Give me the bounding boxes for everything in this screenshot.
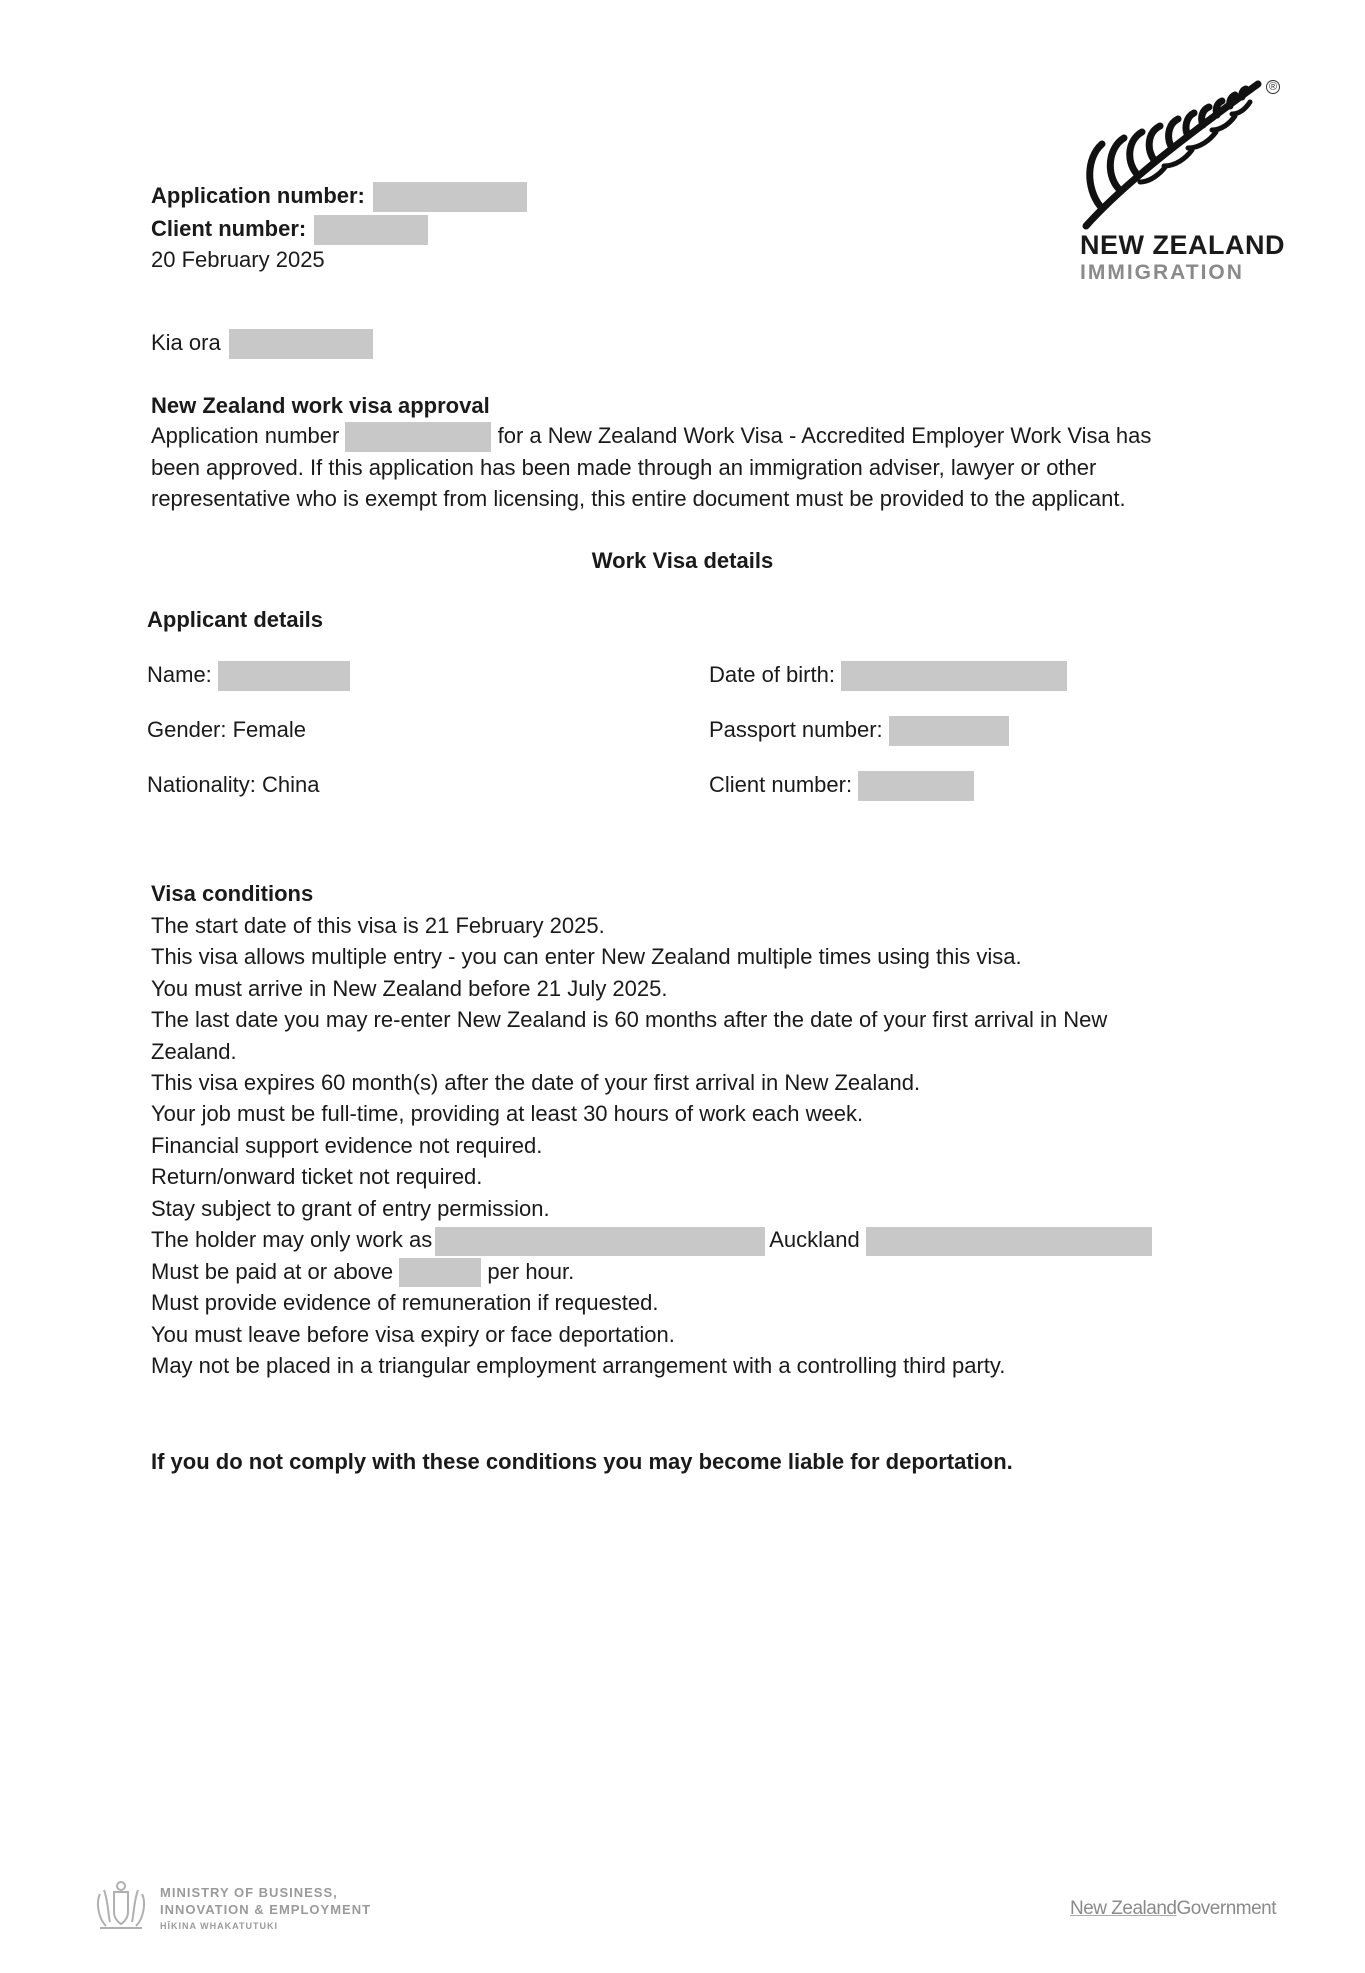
condition-line: Stay subject to grant of entry permission. (151, 1195, 550, 1221)
greeting-text: Kia ora (151, 330, 221, 355)
redacted-passport (889, 716, 1009, 746)
approval-line-3: representative who is exempt from licensing, this entire document must be provided to the applicant. (151, 486, 1126, 512)
condition-line: May not be placed in a triangular employment arrangement with a controlling third party. (151, 1353, 1006, 1379)
dob-label: Date of birth: (709, 662, 835, 687)
condition-line: The last date you may re-enter New Zealand is 60 months after the date of your first arrival in New (151, 1007, 1108, 1033)
condition-line: You must arrive in New Zealand before 21 July 2025. (151, 975, 668, 1001)
nz-immigration-logo (1080, 78, 1300, 288)
nationality-row: Nationality: China (147, 772, 320, 797)
redacted-client (858, 771, 974, 801)
application-number-label: Application number: (151, 183, 365, 208)
passport-label: Passport number: (709, 717, 883, 742)
gov-part-1: New Zealand (1070, 1898, 1177, 1919)
condition-line: The start date of this visa is 21 February 2025. (151, 913, 605, 938)
client-label: Client number: (709, 772, 853, 797)
redacted-occupation (435, 1227, 765, 1256)
condition-line: Zealand. (151, 1038, 237, 1064)
mbie-line-3: HĪKINA WHAKATUTUKI (160, 1921, 278, 1931)
nz-government-wordmark (1070, 1898, 1276, 1920)
applicant-heading: Applicant details (147, 607, 324, 632)
name-label: Name: (147, 662, 212, 687)
condition-line: Financial support evidence not required. (151, 1132, 543, 1158)
redacted-dob (841, 661, 1067, 691)
condition-line: Your job must be full-time, providing at least 30 hours of work each week. (151, 1101, 864, 1127)
logo-name-line2: IMMIGRATION (1080, 261, 1244, 284)
logo-name-line1: NEW ZEALAND (1080, 230, 1285, 260)
work-as-before: The holder may only work as (151, 1227, 433, 1253)
silver-fern-icon (1080, 78, 1280, 238)
condition-line: Return/onward ticket not required. (151, 1164, 483, 1190)
gender-row: Gender: Female (147, 717, 306, 742)
approval-paragraph (151, 420, 1231, 514)
approval-line-2: been approved. If this application has been made through an immigration adviser, lawyer or other (151, 455, 1097, 481)
nz-coat-of-arms-icon (92, 1878, 150, 1934)
paid-after: per hour. (487, 1258, 575, 1284)
redacted-applicant-name (229, 329, 373, 359)
client-number-label: Client number: (151, 216, 307, 241)
approval-line-1 (151, 420, 1231, 452)
condition-line: You must leave before visa expiry or face deportation. (151, 1321, 675, 1347)
condition-line: Must provide evidence of remuneration if requested. (151, 1290, 659, 1316)
condition-line: This visa allows multiple entry - you can enter New Zealand multiple times using this visa. (151, 944, 1022, 970)
work-as-line (151, 1224, 1152, 1256)
mbie-line-1: MINISTRY OF BUSINESS, (160, 1885, 338, 1900)
redacted-name (218, 661, 350, 691)
approval-line1-after: for a New Zealand Work Visa - Accredited Employer Work Visa has (497, 423, 1152, 448)
redacted-pay-rate (399, 1258, 481, 1287)
section-title: Work Visa details (591, 548, 774, 573)
conditions-list (151, 910, 1152, 1382)
application-number-row (151, 180, 527, 212)
client-number-row (151, 213, 428, 245)
paid-before: Must be paid at or above (151, 1258, 394, 1284)
greeting-row (151, 327, 373, 359)
work-as-location: Auckland (769, 1227, 860, 1253)
letter-date: 20 February 2025 (151, 247, 325, 272)
deportation-warning: If you do not comply with these conditions you may become liable for deportation. (151, 1449, 1013, 1474)
passport-row (709, 714, 1009, 746)
registered-mark: ® (1266, 80, 1280, 94)
redacted-employer (866, 1227, 1152, 1256)
name-row (147, 659, 350, 691)
dob-row (709, 659, 1067, 691)
conditions-heading: Visa conditions (151, 881, 314, 906)
redacted-application-number (373, 182, 527, 212)
approval-heading: New Zealand work visa approval (151, 393, 490, 418)
mbie-line-2: INNOVATION & EMPLOYMENT (160, 1902, 372, 1917)
paid-line (151, 1256, 1152, 1288)
redacted-client-number (314, 215, 428, 245)
approval-line1-before: Application number (151, 423, 340, 448)
condition-line: This visa expires 60 month(s) after the date of your first arrival in New Zealand. (151, 1070, 921, 1096)
redacted-application-number-inline (345, 422, 491, 452)
gov-part-2: Government (1176, 1898, 1276, 1919)
client-row (709, 769, 974, 801)
